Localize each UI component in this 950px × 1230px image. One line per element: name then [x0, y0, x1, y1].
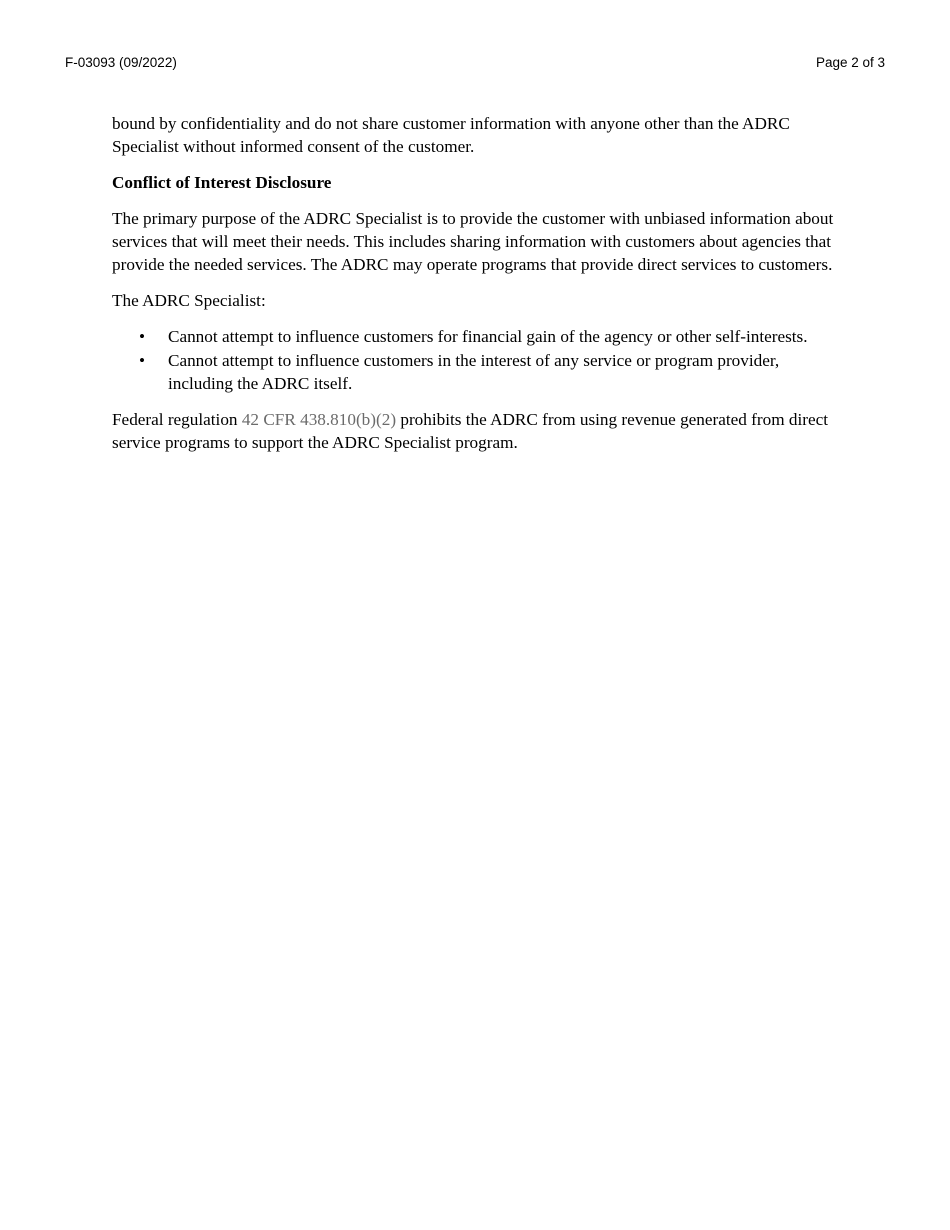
- specialist-restrictions-list: [112, 325, 842, 395]
- document-body: [112, 112, 842, 467]
- continued-paragraph: bound by confidentiality and do not share customer information with anyone other than the ADRC Specialist without informed consent of the customer.: [112, 114, 790, 156]
- section-heading: Conflict of Interest Disclosure: [112, 173, 332, 192]
- list-item-text: Cannot attempt to influence customers in the interest of any service or program provider, including the ADRC itself.: [168, 351, 780, 393]
- bullet-icon: •: [139, 327, 146, 346]
- regulation-suffix: prohibits the ADRC from using revenue generated from direct service programs to support the ADRC Specialist program.: [112, 410, 829, 452]
- regulation-link[interactable]: 42 CFR 438.810(b)(2): [241, 410, 397, 429]
- list-item: [112, 325, 842, 348]
- regulation-prefix: Federal regulation: [112, 410, 242, 429]
- regulation-paragraph: [112, 408, 842, 454]
- purpose-paragraph: The primary purpose of the ADRC Specialist is to provide the customer with unbiased information about services that will meet their needs. This includes sharing information with customers about agencies that provide the needed services. The ADRC may operate programs that provide direct services to customers.: [112, 209, 834, 274]
- page-number: Page 2 of 3: [815, 55, 885, 70]
- bullet-icon: •: [139, 351, 146, 370]
- form-number: F-03093 (09/2022): [65, 55, 177, 70]
- list-item: [112, 349, 842, 395]
- list-item-text: Cannot attempt to influence customers for financial gain of the agency or other self-interests.: [168, 327, 808, 346]
- specialist-intro: The ADRC Specialist:: [112, 291, 266, 310]
